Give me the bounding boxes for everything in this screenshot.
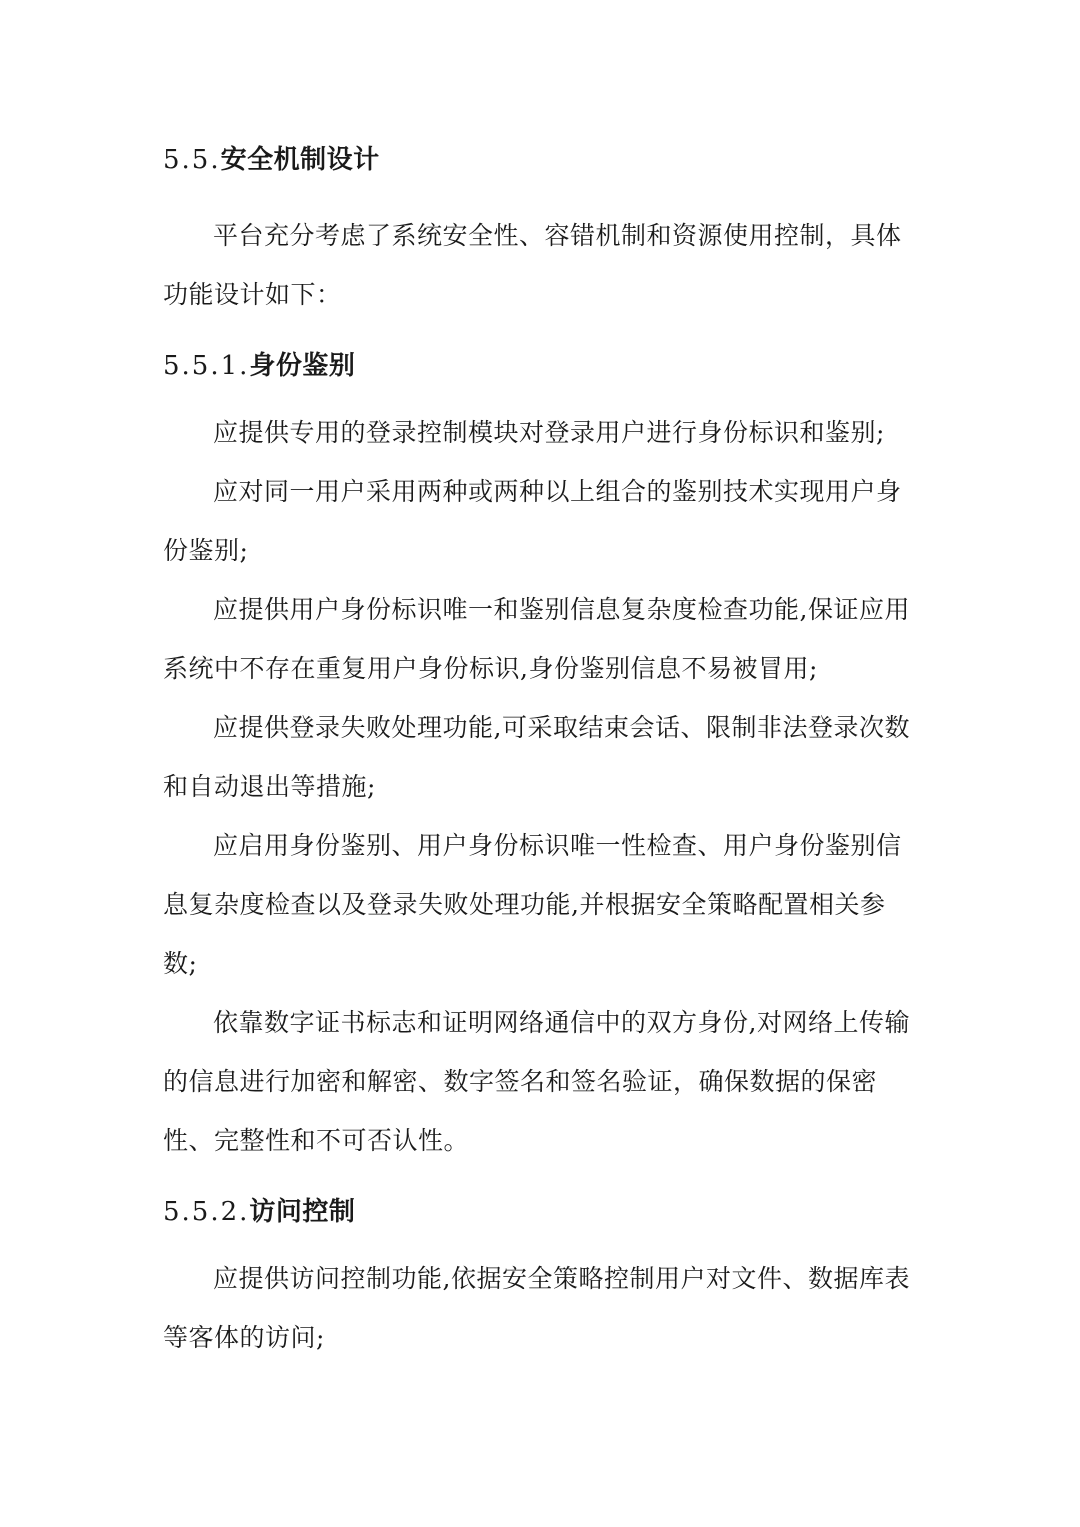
section-heading [163,138,918,182]
paragraph: 应提供专用的登录控制模块对登录用户进行身份标识和鉴别; [213,418,885,447]
paragraph: 应提供登录失败处理功能,可采取结束会话、限制非法登录次数和自动退出等措施; [163,713,910,801]
section-title: 安全机制设计 [220,145,380,175]
subsection-title: 访问控制 [249,1197,356,1227]
subsection-heading-identity [163,344,918,388]
section-number: 5.5. [163,145,221,175]
paragraph: 依靠数字证书标志和证明网络通信中的双方身份,对网络上传输的信息进行加密和解密、数字签名和签名验证，确保数据的保密性、完整性和不可否认性。 [163,1008,910,1155]
document-content [163,138,918,1367]
subsection-number: 5.5.2. [163,1197,250,1227]
paragraph: 应对同一用户采用两种或两种以上组合的鉴别技术实现用户身份鉴别; [163,477,902,565]
subsection-number: 5.5.1. [163,351,250,381]
paragraph: 应启用身份鉴别、用户身份标识唯一性检查、用户身份鉴别信息复杂度检查以及登录失败处理功能,并根据安全策略配置相关参数; [163,831,902,978]
section-intro: 平台充分考虑了系统安全性、容错机制和资源使用控制，具体功能设计如下： [163,221,902,309]
paragraph: 应提供访问控制功能,依据安全策略控制用户对文件、数据库表等客体的访问; [163,1264,910,1352]
subsection-heading-access-control [163,1190,918,1234]
subsection-title: 身份鉴别 [249,351,356,381]
paragraph: 应提供用户身份标识唯一和鉴别信息复杂度检查功能,保证应用系统中不存在重复用户身份标识,身份鉴别信息不易被冒用; [163,595,910,683]
